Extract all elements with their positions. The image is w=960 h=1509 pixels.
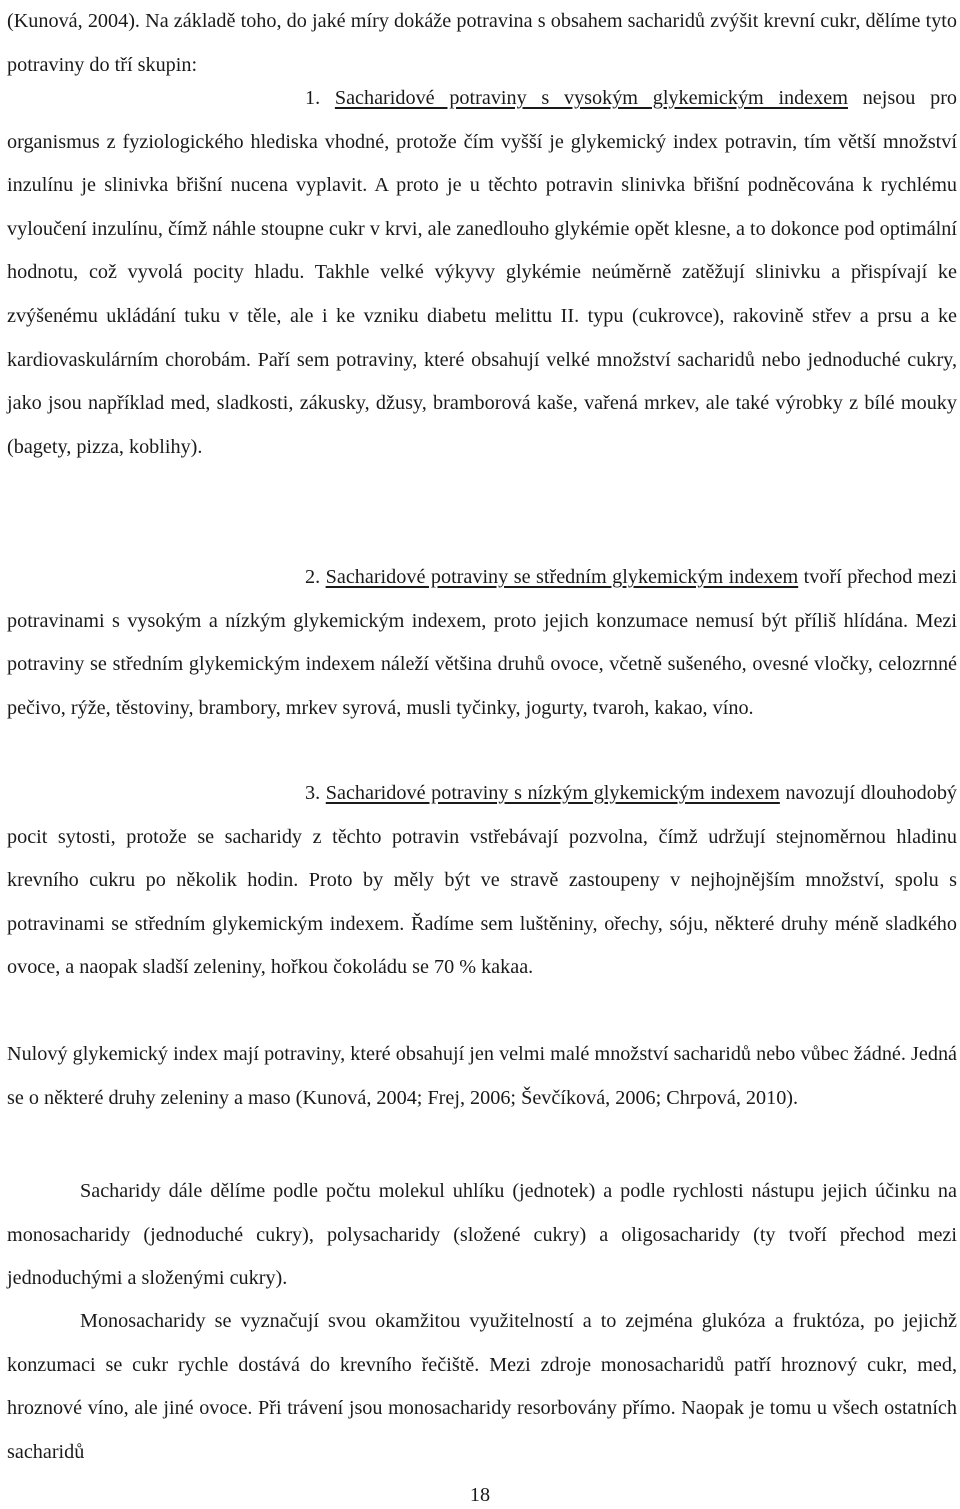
group-2-paragraph xyxy=(7,556,957,730)
group-1-body: nejsou pro organismus z fyziologického hlediska vhodné, protože čím vyšší je glykemický index potravin, tím větší množství inzulínu je slinivka břišní nucena vyplavit. A proto je u těchto potravin slinivka břišní podněcována k rychlému vyloučení inzulínu, čímž náhle stoupne cukr v krvi, ale zanedlouho glykémie opět klesne, a to dokonce pod optimální hodnotu, což vyvolá pocity hladu. Takhle velké výkyvy glykémie neúměrně zatěžují slinivku a přispívají ke zvýšenému ukládání tuku v těle, ale i ke vzniku diabetu melittu II. typu (cukrovce), rakovině střev a prsu a ke kardiovaskulárním chorobám. Paří sem potraviny, které obsahují velké množství sacharidů nebo jednoduché cukry, jako jsou například med, sladkosti, zákusky, džusy, bramborová kaše, vařená mrkev, ale také výrobky z bílé mouky (bagety, pizza, koblihy). xyxy=(7,87,958,458)
zero-gi-paragraph: Nulový glykemický index mají potraviny, které obsahují jen velmi malé množství sacharidů nebo vůbec žádné. Jedná se o některé druhy zeleniny a maso (Kunová, 2004; Frej, 2006; Ševčíková, 2006; Chrpová, 2010). xyxy=(7,1043,957,1109)
group-2-number: 2. xyxy=(305,566,321,588)
group-3-heading: Sacharidové potraviny s nízkým glykemickým indexem xyxy=(325,782,780,804)
group-1-heading: Sacharidové potraviny s vysokým glykemickým indexem xyxy=(334,87,848,109)
page-number: 18 xyxy=(469,1484,491,1506)
division-paragraph: Sacharidy dále dělíme podle počtu molekul uhlíku (jednotek) a podle rychlosti nástupu jejich účinku na monosacharidy (jednoduché cukry), polysacharidy (složené cukry) a oligosacharidy (ty tvoří přechod mezi jednoduchými a složenými cukry). xyxy=(7,1180,957,1290)
monosaccharides-paragraph: Monosacharidy se vyznačují svou okamžitou využitelností a to zejména glukóza a fruktóza, po jejichž konzumaci se cukr rychle dostává do krevního řečiště. Mezi zdroje monosacharidů patří hroznový cukr, med, hroznové víno, ale jiné ovoce. Při trávení jsou monosacharidy resorbovány přímo. Naopak je tomu u všech ostatních sacharidů xyxy=(7,1310,957,1463)
group-3-number: 3. xyxy=(305,782,321,804)
intro-paragraph: (Kunová, 2004). Na základě toho, do jaké míry dokáže potravina s obsahem sacharidů zvýšit krevní cukr, dělíme tyto potraviny do tří skupin: xyxy=(7,10,957,76)
group-3-body: navozují dlouhodobý pocit sytosti, protože se sacharidy z těchto potravin vstřebávají pozvolna, čímž udržují stejnoměrnou hladinu krevního cukru po několik hodin. Proto by měly být ve stravě zastoupeny v nejhojnějším množství, spolu s potravinami se středním glykemickým indexem. Řadíme sem luštěniny, ořechy, sóju, některé druhy méně sladkého ovoce, a naopak sladší zeleniny, hořkou čokoládu se 70 % kakaa. xyxy=(7,782,958,979)
group-1-number: 1. xyxy=(305,87,321,109)
group-3-paragraph xyxy=(7,772,957,990)
group-2-body: tvoří přechod mezi potravinami s vysokým a nízkým glykemickým indexem, proto jejich konzumace nemusí být příliš hlídána. Mezi potraviny se středním glykemickým indexem náleží většina druhů ovoce, včetně sušeného, ovesné vločky, celozrnné pečivo, rýže, těstoviny, brambory, mrkev syrová, musli tyčinky, jogurty, tvaroh, kakao, víno. xyxy=(7,566,957,719)
group-1-paragraph xyxy=(7,77,957,469)
group-2-heading: Sacharidové potraviny se středním glykemickým indexem xyxy=(325,566,799,588)
